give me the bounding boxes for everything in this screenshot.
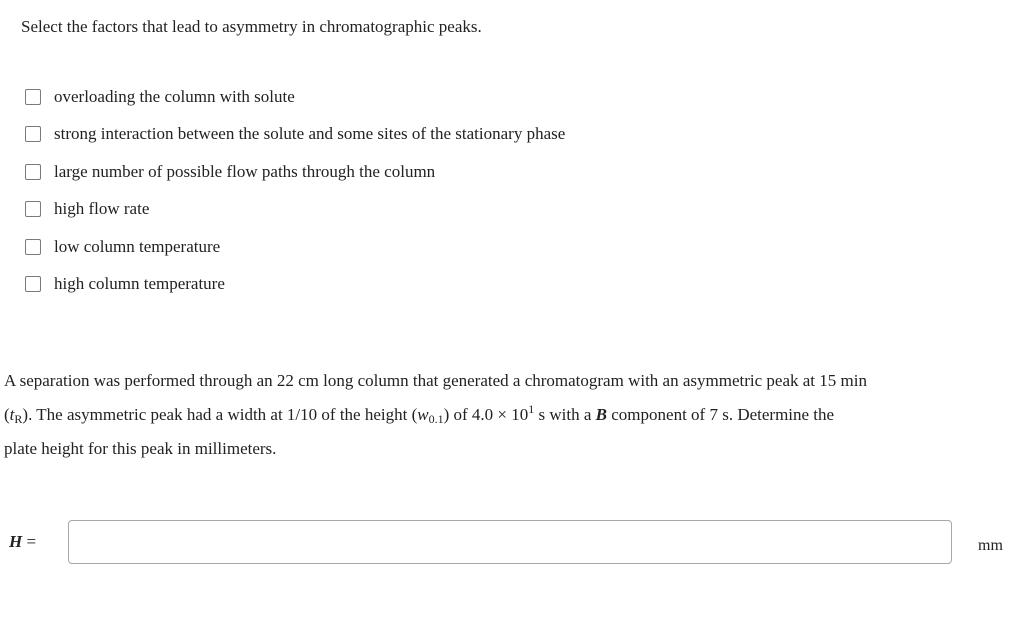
option-label: high column temperature	[54, 274, 225, 294]
option-label: strong interaction between the solute and some sites of the stationary phase	[54, 124, 566, 144]
option-flow-paths[interactable]	[25, 153, 725, 191]
problem-text-d: component of 7 s. Determine the	[607, 405, 835, 424]
answer-row	[0, 518, 1024, 566]
option-overloading[interactable]	[25, 78, 725, 116]
tr-variable: t	[9, 405, 15, 424]
checkbox[interactable]	[25, 276, 41, 292]
problem-text-c: s with a	[534, 405, 596, 424]
problem-text-a: ). The asymmetric peak had a width at 1/10 of the height (	[22, 405, 418, 424]
checkbox[interactable]	[25, 201, 41, 217]
problem-statement	[4, 366, 1014, 463]
option-label: large number of possible flow paths through the column	[54, 161, 436, 181]
checkbox[interactable]	[25, 126, 41, 142]
option-high-temperature[interactable]	[25, 266, 725, 304]
problem-line-2	[4, 395, 1014, 434]
option-label: overloading the column with solute	[54, 86, 295, 106]
unit-label: mm	[978, 537, 1003, 554]
question-prompt: Select the factors that lead to asymmetry in chromatographic peaks.	[21, 17, 482, 36]
checkbox[interactable]	[25, 89, 41, 105]
b-variable: B	[595, 405, 607, 424]
answer-input[interactable]	[68, 520, 952, 564]
paren-open: (	[4, 405, 10, 424]
tr-subscript: R	[14, 412, 23, 426]
w-subscript: 0.1	[428, 412, 444, 426]
option-label: low column temperature	[54, 236, 221, 256]
h-variable: H	[9, 532, 23, 551]
equals-sign: =	[22, 532, 37, 551]
checkbox[interactable]	[25, 164, 41, 180]
option-label: high flow rate	[54, 199, 150, 219]
problem-line-3: plate height for this peak in millimeters.	[4, 439, 277, 458]
options-list	[25, 78, 725, 303]
problem-line-1: A separation was performed through an 22 cm long column that generated a chromatogram with an asymmetric peak at 15 min	[4, 371, 867, 390]
problem-text-b: ) of 4.0 × 10	[443, 405, 529, 424]
option-strong-interaction[interactable]	[25, 116, 725, 154]
w-variable: w	[417, 405, 429, 424]
option-low-temperature[interactable]	[25, 228, 725, 266]
checkbox[interactable]	[25, 239, 41, 255]
exponent: 1	[528, 402, 535, 416]
option-high-flow-rate[interactable]	[25, 191, 725, 229]
answer-variable-label	[9, 532, 36, 552]
